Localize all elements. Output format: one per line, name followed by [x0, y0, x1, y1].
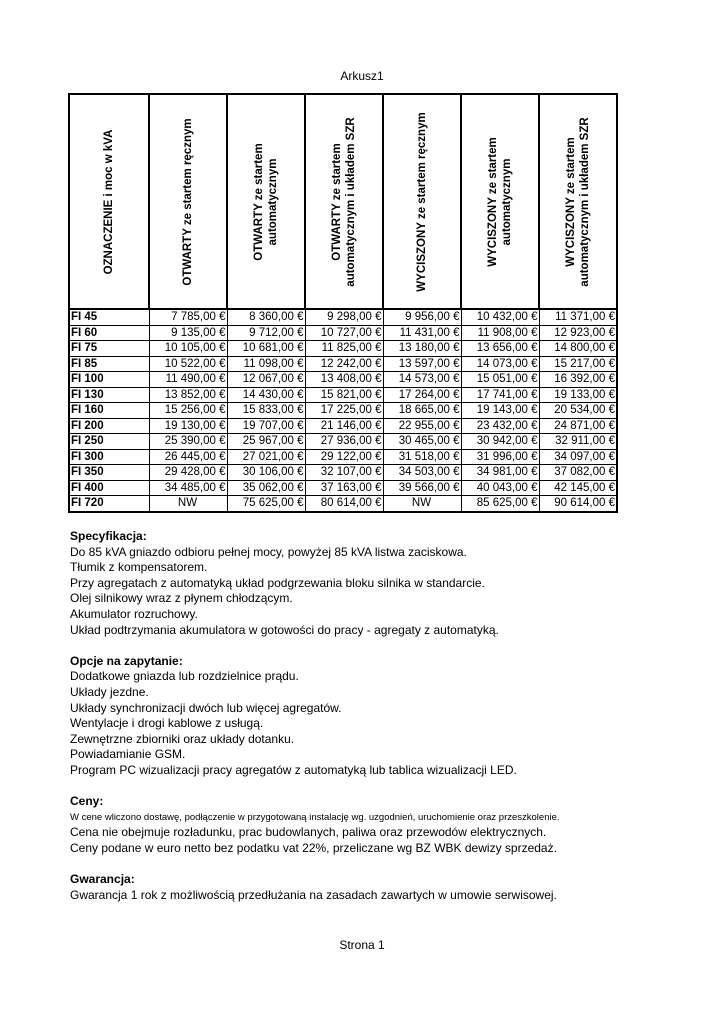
specyfikacja-line: Tłumik z kompensatorem.	[70, 560, 208, 575]
opcje-line: Układy jezdne.	[70, 684, 149, 699]
price-cell: 9 298,00 €	[305, 309, 383, 325]
sheet-title: Arkusz1	[340, 69, 384, 83]
table-row	[69, 356, 617, 372]
price-cell: 19 143,00 €	[461, 403, 539, 419]
price-cell: 40 043,00 €	[461, 480, 539, 496]
price-cell: 11 490,00 €	[149, 372, 227, 388]
price-cell: 13 852,00 €	[149, 387, 227, 403]
price-cell: 39 566,00 €	[383, 480, 461, 496]
price-cell: 14 430,00 €	[227, 387, 305, 403]
price-cell: 34 097,00 €	[539, 449, 617, 465]
price-cell: 31 518,00 €	[383, 449, 461, 465]
specyfikacja-line: Układ podtrzymania akumulatora w gotowości do pracy - agregaty z automatyką.	[70, 622, 499, 637]
price-cell: 14 073,00 €	[461, 356, 539, 372]
price-cell: 11 431,00 €	[383, 325, 461, 341]
price-cell: 20 534,00 €	[539, 403, 617, 419]
price-cell: 13 408,00 €	[305, 372, 383, 388]
table-row	[69, 387, 617, 403]
price-cell: 30 942,00 €	[461, 434, 539, 450]
ceny-small-line: W cene wliczono dostawę, podłączenie w przygotowaną instalację wg. uzgodnień, uruchomienie oraz przeszkolenie.	[70, 811, 560, 823]
price-cell: 15 256,00 €	[149, 403, 227, 419]
page-footer: Strona 1	[339, 938, 385, 952]
price-cell: 11 825,00 €	[305, 341, 383, 357]
header-open-manual: OTWARTY ze startem ręcznym	[149, 94, 227, 309]
row-designation: FI 100	[69, 372, 149, 388]
table-row	[69, 418, 617, 434]
notes-section	[70, 529, 670, 903]
price-cell: 13 656,00 €	[461, 341, 539, 357]
specyfikacja-line: Akumulator rozruchowy.	[70, 606, 198, 621]
price-cell: 10 522,00 €	[149, 356, 227, 372]
price-cell: 17 225,00 €	[305, 403, 383, 419]
opcje-line: Dodatkowe gniazda lub rozdzielnice prądu.	[70, 669, 299, 684]
price-cell: 19 130,00 €	[149, 418, 227, 434]
gwarancja-heading: Gwarancja:	[70, 872, 135, 887]
header-silent-auto: WYCISZONY ze startem automatycznym	[461, 94, 539, 309]
price-cell: 85 625,00 €	[461, 496, 539, 512]
specyfikacja-line: Olej silnikowy wraz z płynem chłodzącym.	[70, 591, 293, 606]
price-cell: 7 785,00 €	[149, 309, 227, 325]
price-cell: 26 445,00 €	[149, 449, 227, 465]
price-cell: 15 821,00 €	[305, 387, 383, 403]
price-cell: 14 573,00 €	[383, 372, 461, 388]
price-cell: 27 936,00 €	[305, 434, 383, 450]
price-cell: 25 390,00 €	[149, 434, 227, 450]
header-row	[69, 94, 617, 309]
table-row	[69, 449, 617, 465]
price-cell: 23 432,00 €	[461, 418, 539, 434]
opcje-heading: Opcje na zapytanie:	[70, 653, 183, 668]
price-cell: 24 871,00 €	[539, 418, 617, 434]
price-cell: 8 360,00 €	[227, 309, 305, 325]
opcje-line: Powiadamianie GSM.	[70, 747, 186, 762]
opcje-line: Wentylacje i drogi kablowe z usługą.	[70, 716, 264, 731]
table-row	[69, 309, 617, 325]
price-cell: 10 105,00 €	[149, 341, 227, 357]
table-row	[69, 480, 617, 496]
row-designation: FI 160	[69, 403, 149, 419]
header-open-auto: OTWARTY ze startem automatycznym	[227, 94, 305, 309]
price-cell: 15 217,00 €	[539, 356, 617, 372]
price-cell: 80 614,00 €	[305, 496, 383, 512]
price-cell: 11 098,00 €	[227, 356, 305, 372]
price-cell: 12 067,00 €	[227, 372, 305, 388]
header-open-auto-szr: OTWARTY ze startem automatycznym i układem SZR	[305, 94, 383, 309]
price-cell: 10 727,00 €	[305, 325, 383, 341]
price-cell: 90 614,00 €	[539, 496, 617, 512]
price-cell: 11 908,00 €	[461, 325, 539, 341]
price-cell: 42 145,00 €	[539, 480, 617, 496]
header-silent-manual: WYCISZONY ze startem ręcznym	[383, 94, 461, 309]
price-cell: 37 082,00 €	[539, 465, 617, 481]
price-cell: 13 180,00 €	[383, 341, 461, 357]
ceny-line: Ceny podane w euro netto bez podatku vat 22%, przeliczane wg BZ WBK dewizy sprzedaż.	[70, 840, 557, 855]
specyfikacja-line: Przy agregatach z automatyką układ podgrzewania bloku silnika w standarcie.	[70, 575, 485, 590]
gwarancja-line: Gwarancja 1 rok z możliwością przedłużania na zasadach zawartych w umowie serwisowej.	[70, 887, 557, 902]
price-cell: 25 967,00 €	[227, 434, 305, 450]
table-row	[69, 341, 617, 357]
price-cell: 75 625,00 €	[227, 496, 305, 512]
price-cell: 31 996,00 €	[461, 449, 539, 465]
opcje-line: Zewnętrzne zbiorniki oraz układy dotanku.	[70, 731, 295, 746]
row-designation: FI 720	[69, 496, 149, 512]
row-designation: FI 300	[69, 449, 149, 465]
price-cell: 21 146,00 €	[305, 418, 383, 434]
specyfikacja-heading: Specyfikacja:	[70, 529, 147, 543]
row-designation: FI 60	[69, 325, 149, 341]
header-silent-auto-szr: WYCISZONY ze startem automatycznym i układem SZR	[539, 94, 617, 309]
price-cell: 32 911,00 €	[539, 434, 617, 450]
price-cell: 18 665,00 €	[383, 403, 461, 419]
row-designation: FI 75	[69, 341, 149, 357]
price-cell: 34 981,00 €	[461, 465, 539, 481]
price-cell: 12 242,00 €	[305, 356, 383, 372]
price-cell: 15 051,00 €	[461, 372, 539, 388]
price-cell: 19 133,00 €	[539, 387, 617, 403]
price-cell: 37 163,00 €	[305, 480, 383, 496]
price-cell: 17 264,00 €	[383, 387, 461, 403]
ceny-line: Cena nie obejmuje rozładunku, prac budowlanych, paliwa oraz przewodów elektrycznych.	[70, 825, 547, 840]
price-cell: 17 741,00 €	[461, 387, 539, 403]
price-cell: 10 432,00 €	[461, 309, 539, 325]
row-designation: FI 130	[69, 387, 149, 403]
price-cell: 29 122,00 €	[305, 449, 383, 465]
opcje-line: Program PC wizualizacji pracy agregatów z automatyką lub tablica wizualizacji LED.	[70, 762, 517, 777]
price-cell: 30 106,00 €	[227, 465, 305, 481]
row-designation: FI 250	[69, 434, 149, 450]
price-cell: 16 392,00 €	[539, 372, 617, 388]
price-cell: 11 371,00 €	[539, 309, 617, 325]
price-table	[68, 93, 618, 513]
opcje-line: Układy synchronizacji dwóch lub więcej agregatów.	[70, 700, 342, 715]
row-designation: FI 400	[69, 480, 149, 496]
row-designation: FI 200	[69, 418, 149, 434]
price-cell: 29 428,00 €	[149, 465, 227, 481]
price-cell: 19 707,00 €	[227, 418, 305, 434]
price-cell: NW	[383, 496, 461, 512]
table-row	[69, 434, 617, 450]
row-designation: FI 45	[69, 309, 149, 325]
row-designation: FI 85	[69, 356, 149, 372]
price-cell: 34 503,00 €	[383, 465, 461, 481]
price-cell: 22 955,00 €	[383, 418, 461, 434]
price-cell: 9 135,00 €	[149, 325, 227, 341]
price-cell: 35 062,00 €	[227, 480, 305, 496]
price-cell: 13 597,00 €	[383, 356, 461, 372]
ceny-heading: Ceny:	[70, 794, 104, 809]
price-cell: 14 800,00 €	[539, 341, 617, 357]
specyfikacja-line: Do 85 kVA gniazdo odbioru pełnej mocy, powyżej 85 kVA listwa zaciskowa.	[70, 544, 467, 559]
price-cell: 30 465,00 €	[383, 434, 461, 450]
price-cell: 12 923,00 €	[539, 325, 617, 341]
price-cell: 9 712,00 €	[227, 325, 305, 341]
price-cell: 27 021,00 €	[227, 449, 305, 465]
price-cell: 32 107,00 €	[305, 465, 383, 481]
table-row	[69, 403, 617, 419]
header-designation: OZNACZENIE i moc w kVA	[69, 94, 149, 309]
table-row	[69, 496, 617, 512]
table-row	[69, 465, 617, 481]
price-cell: 15 833,00 €	[227, 403, 305, 419]
price-cell: NW	[149, 496, 227, 512]
price-cell: 10 681,00 €	[227, 341, 305, 357]
table-row	[69, 372, 617, 388]
price-cell: 34 485,00 €	[149, 480, 227, 496]
table-row	[69, 325, 617, 341]
price-cell: 9 956,00 €	[383, 309, 461, 325]
row-designation: FI 350	[69, 465, 149, 481]
